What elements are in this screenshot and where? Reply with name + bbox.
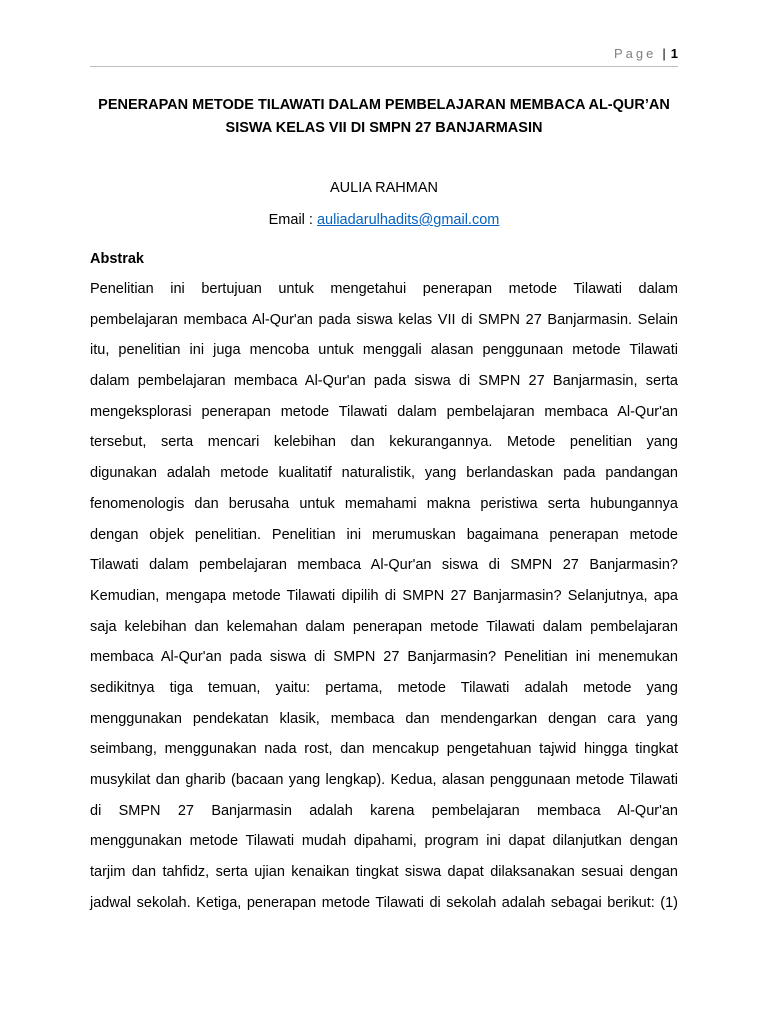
abstract-line: menggunakan metode Tilawati mudah dipahami, program ini dapat dilanjutkan dengan (90, 833, 678, 850)
author-name: AULIA RAHMAN (330, 180, 438, 196)
abstract-line: sedikitnya tiga temuan, yaitu: pertama, metode Tilawati adalah metode yang (90, 679, 678, 696)
author-email (90, 212, 678, 228)
abstract-line: Kemudian, mengapa metode Tilawati dipilih di SMPN 27 Banjarmasin? Selanjutnya, apa (90, 587, 678, 604)
abstract-line: Tilawati dalam pembelajaran membaca Al-Qur'an siswa di SMPN 27 Banjarmasin? (90, 557, 678, 574)
abstract-line: membaca Al-Qur'an pada siswa di SMPN 27 Banjarmasin? Penelitian ini menemukan (90, 649, 678, 666)
page-number: 1 (670, 46, 678, 61)
abstract-line: dalam pembelajaran membaca Al-Qur'an pada siswa di SMPN 27 Banjarmasin, serta (90, 373, 678, 390)
abstract-line: seimbang, menggunakan nada rost, dan mencakup pengetahuan tajwid hingga tingkat (90, 741, 678, 758)
abstract-line: di SMPN 27 Banjarmasin adalah karena pembelajaran membaca Al-Qur'an (90, 802, 678, 819)
abstract-line: itu, penelitian ini juga mencoba untuk menggali alasan penggunaan metode Tilawati (90, 342, 678, 359)
abstract-line: jadwal sekolah. Ketiga, penerapan metode Tilawati di sekolah adalah sebagai berikut: (1) (90, 894, 678, 911)
page-separator: | (662, 46, 666, 61)
page-label: Page (614, 46, 657, 61)
abstract-line: musykilat dan gharib (bacaan yang lengkap). Kedua, alasan penggunaan metode Tilawati (90, 772, 678, 788)
paper-title-line-1: PENERAPAN METODE TILAWATI DALAM PEMBELAJARAN MEMBACA AL-QUR’AN (98, 97, 670, 113)
abstract-line: digunakan adalah metode kualitatif naturalistik, yang berlandaskan pada pandangan (90, 465, 678, 482)
abstract-line: saja kelebihan dan kelemahan dalam penerapan metode Tilawati dalam pembelajaran (90, 618, 678, 635)
abstract-line: dengan objek penelitian. Penelitian ini merumuskan bagaimana penerapan metode (90, 526, 678, 543)
abstract-line: Penelitian ini bertujuan untuk mengetahui penerapan metode Tilawati dalam (90, 281, 678, 297)
email-label: Email : (268, 212, 317, 228)
abstract-heading: Abstrak (90, 251, 144, 267)
abstract-line: pembelajaran membaca Al-Qur'an pada siswa kelas VII di SMPN 27 Banjarmasin. Selain (90, 311, 678, 328)
abstract-line: fenomenologis dan berusaha untuk memahami makna peristiwa serta hubungannya (90, 495, 678, 512)
email-link[interactable]: auliadarulhadits@gmail.com (316, 212, 500, 228)
page-header (614, 46, 678, 61)
abstract-body (90, 274, 678, 918)
abstract-line: menggunakan pendekatan klasik, membaca dan mendengarkan dengan cara yang (90, 710, 678, 727)
header-divider (90, 66, 678, 67)
abstract-line: mengeksplorasi penerapan metode Tilawati dalam pembelajaran membaca Al-Qur'an (90, 403, 678, 420)
abstract-line: tersebut, serta mencari kelebihan dan kekurangannya. Metode penelitian yang (90, 434, 678, 451)
paper-title (90, 94, 678, 140)
paper-title-line-2: SISWA KELAS VII DI SMPN 27 BANJARMASIN (225, 120, 543, 136)
abstract-line: tarjim dan tahfidz, serta ujian kenaikan tingkat siswa dapat dilaksanakan sesuai dengan (90, 864, 678, 881)
